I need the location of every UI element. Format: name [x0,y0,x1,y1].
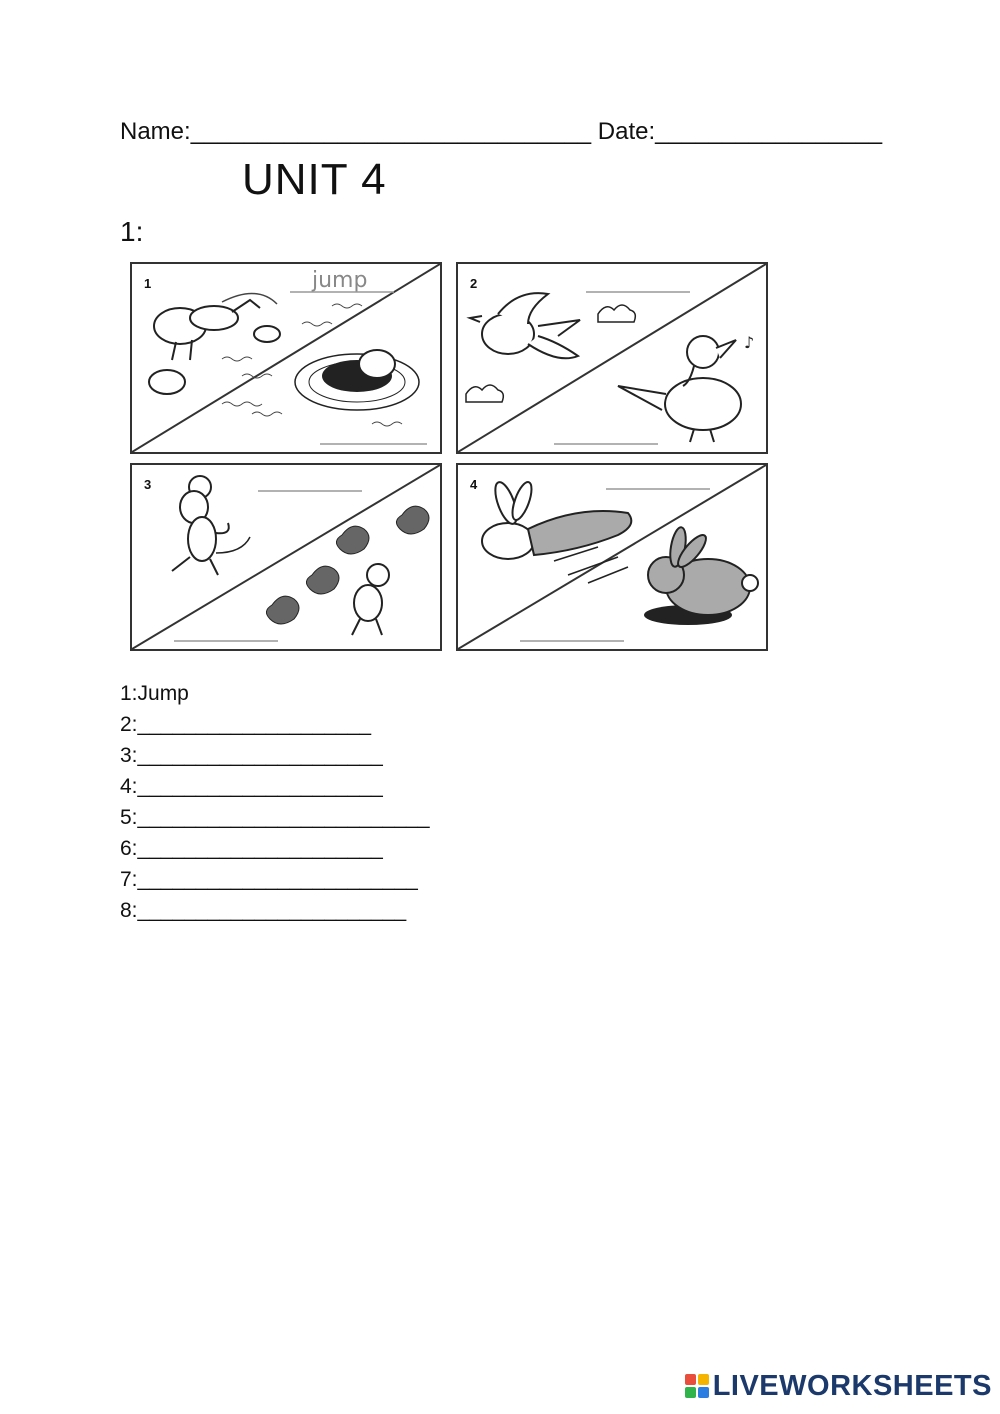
frog-illustration [132,264,440,452]
answer-line-8[interactable]: 8:_______________________ [120,899,407,922]
answer-line-6[interactable]: 6:_____________________ [120,837,383,860]
answer-line-5[interactable]: 5:_________________________ [120,806,430,829]
logo-grid-icon [685,1374,709,1398]
logo-text: LIVEWORKSHEETS [712,1369,992,1402]
answer-line-7[interactable]: 7:________________________ [120,868,418,891]
answer-line-4[interactable]: 4:_____________________ [120,775,383,798]
logo-square-green [685,1387,696,1398]
panel-number: 1 [144,276,152,291]
name-blank[interactable]: ______________________________ [190,118,592,145]
panel-number: 2 [470,276,478,291]
svg-text:♪: ♪ [744,333,755,352]
header-line [120,118,882,146]
unit-title: UNIT 4 [242,155,387,204]
date-blank[interactable]: _________________ [655,118,883,145]
liveworksheets-logo[interactable] [685,1368,992,1404]
picture-panel-3 [130,463,442,651]
rabbit-illustration [458,465,766,649]
exercise-label: 1: [120,216,144,247]
panel-number: 3 [144,477,152,492]
panel-number: 4 [470,477,478,492]
answer-list [120,678,430,926]
mouse-illustration [132,465,440,649]
logo-square-yellow [698,1374,709,1385]
answer-line-2[interactable]: 2:____________________ [120,713,372,736]
answer-line-3[interactable]: 3:_____________________ [120,744,383,767]
picture-panel-4 [456,463,768,651]
logo-square-blue [698,1387,709,1398]
name-label: Name: [120,118,191,145]
date-label: Date: [597,118,656,145]
picture-panel-2 [456,262,768,454]
bird-illustration [458,264,766,452]
answer-line-1[interactable]: 1:Jump [120,682,189,705]
logo-square-red [685,1374,696,1385]
panel-word: jump [312,268,368,293]
picture-panel-1 [130,262,442,454]
